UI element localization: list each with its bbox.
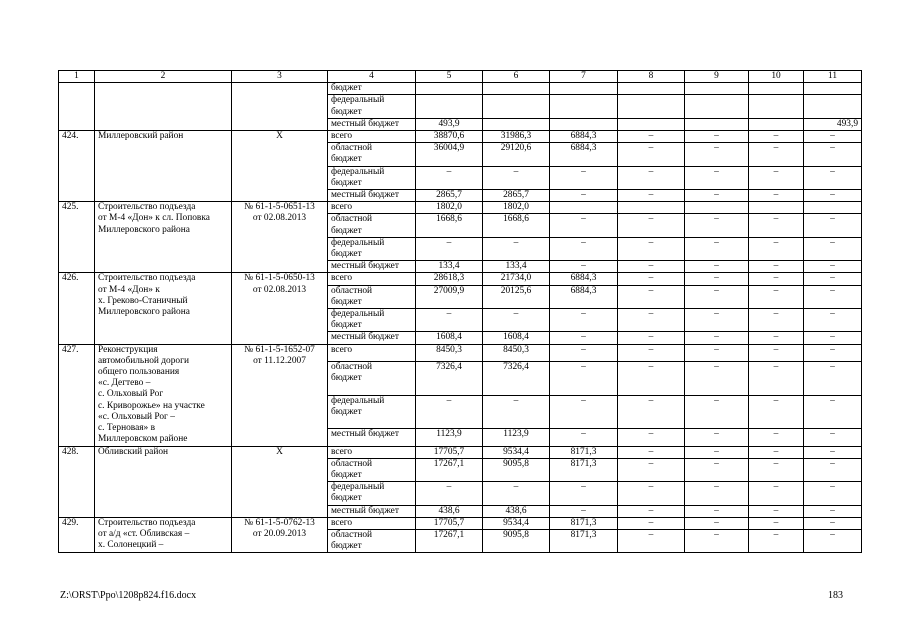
value-cell: – bbox=[618, 332, 685, 344]
value-cell: – bbox=[618, 458, 685, 481]
value-cell: – bbox=[550, 261, 618, 273]
value-cell: – bbox=[749, 362, 804, 395]
cell-line: с. Терновая» в bbox=[98, 423, 156, 434]
value-cell: 7326,4 bbox=[416, 362, 483, 395]
budget-type bbox=[328, 482, 416, 505]
budget-type: местный бюджет bbox=[328, 505, 416, 517]
column-header: 4 bbox=[328, 71, 416, 83]
value-cell: – bbox=[804, 517, 862, 529]
cell-line: федеральный bbox=[331, 309, 385, 320]
value-cell: – bbox=[749, 332, 804, 344]
value-cell: – bbox=[685, 214, 749, 237]
value-cell: – bbox=[804, 143, 862, 166]
value-cell: 8450,3 bbox=[416, 344, 483, 361]
cell-line: Миллеровского района bbox=[98, 224, 190, 235]
value-cell: – bbox=[685, 131, 749, 143]
value-cell: 17267,1 bbox=[416, 529, 483, 552]
value-cell: 1668,6 bbox=[416, 214, 483, 237]
cell-line: от 02.08.2013 bbox=[252, 213, 307, 224]
value-cell: 1802,0 bbox=[416, 202, 483, 214]
value-cell: 9534,4 bbox=[483, 517, 550, 529]
value-cell bbox=[685, 83, 749, 95]
value-cell: – bbox=[804, 429, 862, 446]
cell-line: «с. Дегтево – bbox=[98, 378, 151, 389]
value-cell: – bbox=[618, 429, 685, 446]
cell-line: бюджет bbox=[331, 320, 362, 331]
budget-type: всего bbox=[328, 131, 416, 143]
object-name bbox=[95, 344, 232, 446]
value-cell: – bbox=[416, 482, 483, 505]
value-cell bbox=[416, 83, 483, 95]
value-cell: 1123,9 bbox=[416, 429, 483, 446]
value-cell: – bbox=[804, 285, 862, 308]
value-cell: – bbox=[483, 237, 550, 260]
value-cell: – bbox=[685, 190, 749, 202]
value-cell: – bbox=[685, 143, 749, 166]
cell-line: областной bbox=[331, 529, 373, 540]
value-cell bbox=[618, 202, 685, 214]
value-cell: – bbox=[685, 446, 749, 458]
value-cell: 7326,4 bbox=[483, 362, 550, 395]
value-cell: – bbox=[804, 458, 862, 481]
table-row bbox=[59, 273, 862, 285]
value-cell bbox=[416, 95, 483, 118]
budget-type bbox=[328, 237, 416, 260]
value-cell: – bbox=[685, 309, 749, 332]
budget-type bbox=[328, 143, 416, 166]
value-cell: – bbox=[749, 131, 804, 143]
value-cell: 8171,3 bbox=[550, 529, 618, 552]
value-cell: – bbox=[483, 482, 550, 505]
budget-type: местный бюджет bbox=[328, 429, 416, 446]
value-cell: – bbox=[618, 446, 685, 458]
value-cell: – bbox=[804, 446, 862, 458]
value-cell: 493,9 bbox=[416, 118, 483, 130]
budget-type bbox=[328, 95, 416, 118]
value-cell bbox=[749, 95, 804, 118]
budget-type: бюджет bbox=[328, 83, 416, 95]
column-header: 9 bbox=[685, 71, 749, 83]
value-cell: – bbox=[749, 529, 804, 552]
budget-type bbox=[328, 458, 416, 481]
budget-type: всего bbox=[328, 344, 416, 361]
column-header: 3 bbox=[232, 71, 328, 83]
value-cell: – bbox=[749, 517, 804, 529]
value-cell bbox=[483, 83, 550, 95]
value-cell: 9095,8 bbox=[483, 529, 550, 552]
value-cell: 20125,6 bbox=[483, 285, 550, 308]
value-cell: 6884,3 bbox=[550, 285, 618, 308]
value-cell: 1608,4 bbox=[416, 332, 483, 344]
budget-type bbox=[328, 362, 416, 395]
column-header: 6 bbox=[483, 71, 550, 83]
cell-line: бюджет bbox=[331, 373, 362, 384]
value-cell: – bbox=[804, 332, 862, 344]
value-cell: – bbox=[804, 309, 862, 332]
object-name bbox=[95, 83, 232, 131]
table-row bbox=[59, 131, 862, 143]
object-name bbox=[95, 517, 232, 553]
cell-line: Строительство подъезда bbox=[98, 517, 196, 528]
value-cell: – bbox=[550, 344, 618, 361]
value-cell: – bbox=[804, 261, 862, 273]
value-cell: 8450,3 bbox=[483, 344, 550, 361]
cell-line: Строительство подъезда bbox=[98, 202, 196, 213]
value-cell: – bbox=[416, 395, 483, 428]
budget-type: местный бюджет bbox=[328, 332, 416, 344]
value-cell: – bbox=[749, 395, 804, 428]
cell-line: № 61-1-5-0651-13 bbox=[244, 202, 315, 213]
value-cell: 27009,9 bbox=[416, 285, 483, 308]
cell-line: бюджет bbox=[331, 296, 362, 307]
budget-type bbox=[328, 285, 416, 308]
value-cell: 28618,3 bbox=[416, 273, 483, 285]
value-cell: – bbox=[749, 143, 804, 166]
table-row bbox=[59, 517, 862, 529]
table-row bbox=[59, 446, 862, 458]
value-cell: – bbox=[618, 344, 685, 361]
file-path: Z:\ORST\Ppo\1208p824.f16.docx bbox=[60, 590, 197, 601]
cell-line: х. Греково-Станичный bbox=[98, 295, 188, 306]
value-cell: – bbox=[416, 237, 483, 260]
value-cell: – bbox=[804, 273, 862, 285]
cell-line: № 61-1-5-0650-13 bbox=[244, 273, 315, 284]
value-cell bbox=[550, 202, 618, 214]
value-cell: – bbox=[416, 166, 483, 189]
value-cell: – bbox=[685, 285, 749, 308]
value-cell: 438,6 bbox=[483, 505, 550, 517]
value-cell: – bbox=[618, 143, 685, 166]
header-row bbox=[59, 71, 862, 83]
cell-line: федеральный bbox=[331, 237, 385, 248]
value-cell: – bbox=[749, 505, 804, 517]
budget-type: местный бюджет bbox=[328, 118, 416, 130]
value-cell bbox=[550, 118, 618, 130]
budget-type bbox=[328, 529, 416, 552]
value-cell: 1123,9 bbox=[483, 429, 550, 446]
value-cell: – bbox=[685, 517, 749, 529]
object-name bbox=[95, 273, 232, 344]
cell-line: областной bbox=[331, 362, 373, 373]
value-cell: 6884,3 bbox=[550, 273, 618, 285]
row-number bbox=[59, 83, 95, 131]
value-cell: – bbox=[618, 237, 685, 260]
value-cell: 1668,6 bbox=[483, 214, 550, 237]
value-cell: – bbox=[618, 362, 685, 395]
value-cell bbox=[749, 118, 804, 130]
value-cell bbox=[804, 202, 862, 214]
cell-line: общего пользования bbox=[98, 367, 180, 378]
cell-line: автомобильной дороги bbox=[98, 355, 189, 366]
budget-type: местный бюджет bbox=[328, 190, 416, 202]
value-cell: – bbox=[749, 429, 804, 446]
value-cell: – bbox=[685, 362, 749, 395]
value-cell: 17267,1 bbox=[416, 458, 483, 481]
document-number bbox=[232, 202, 328, 273]
value-cell: – bbox=[550, 482, 618, 505]
value-cell: – bbox=[804, 166, 862, 189]
document-number bbox=[232, 517, 328, 553]
value-cell: 31986,3 bbox=[483, 131, 550, 143]
cell-line: Строительство подъезда bbox=[98, 273, 196, 284]
value-cell: 2865,7 bbox=[416, 190, 483, 202]
row-number: 427. bbox=[59, 344, 95, 446]
value-cell: 1608,4 bbox=[483, 332, 550, 344]
value-cell: – bbox=[618, 529, 685, 552]
value-cell: – bbox=[685, 344, 749, 361]
value-cell: – bbox=[804, 505, 862, 517]
value-cell: – bbox=[749, 273, 804, 285]
value-cell: – bbox=[550, 429, 618, 446]
value-cell: – bbox=[483, 309, 550, 332]
value-cell bbox=[483, 95, 550, 118]
table-row bbox=[59, 344, 862, 361]
value-cell: 17705,7 bbox=[416, 517, 483, 529]
budget-table bbox=[58, 70, 862, 553]
value-cell: – bbox=[749, 166, 804, 189]
value-cell: 29120,6 bbox=[483, 143, 550, 166]
cell-line: областной bbox=[331, 214, 373, 225]
value-cell: – bbox=[804, 395, 862, 428]
value-cell: – bbox=[416, 309, 483, 332]
value-cell: – bbox=[483, 166, 550, 189]
value-cell: – bbox=[685, 261, 749, 273]
row-number: 424. bbox=[59, 131, 95, 202]
value-cell: – bbox=[550, 309, 618, 332]
value-cell: – bbox=[749, 214, 804, 237]
value-cell: – bbox=[550, 332, 618, 344]
cell-line: федеральный bbox=[331, 482, 385, 493]
cell-line: от а/д «ст. Обливская – bbox=[98, 528, 190, 539]
row-number: 429. bbox=[59, 517, 95, 553]
value-cell: – bbox=[550, 214, 618, 237]
document-number bbox=[232, 273, 328, 344]
cell-line: с. Криворожье» на участке bbox=[98, 400, 205, 411]
value-cell: – bbox=[804, 190, 862, 202]
value-cell: 6884,3 bbox=[550, 131, 618, 143]
cell-line: Реконструкция bbox=[98, 344, 158, 355]
value-cell: 438,6 bbox=[416, 505, 483, 517]
cell-line: федеральный bbox=[331, 395, 385, 406]
value-cell: 2865,7 bbox=[483, 190, 550, 202]
table-row bbox=[59, 83, 862, 95]
value-cell: – bbox=[483, 395, 550, 428]
cell-line: бюджет bbox=[331, 249, 362, 260]
column-header: 8 bbox=[618, 71, 685, 83]
value-cell: – bbox=[749, 237, 804, 260]
cell-line: от 02.08.2013 bbox=[252, 284, 307, 295]
cell-line: бюджет bbox=[331, 154, 362, 165]
document-number: Х bbox=[232, 446, 328, 517]
column-header: 10 bbox=[749, 71, 804, 83]
value-cell: – bbox=[804, 482, 862, 505]
value-cell: – bbox=[618, 395, 685, 428]
value-cell: – bbox=[749, 261, 804, 273]
value-cell: – bbox=[618, 166, 685, 189]
value-cell: 38870,6 bbox=[416, 131, 483, 143]
cell-line: от 20.09.2013 bbox=[252, 528, 307, 539]
budget-type: всего bbox=[328, 202, 416, 214]
cell-line: № 61-1-5-1652-07 bbox=[244, 344, 315, 355]
object-name bbox=[95, 202, 232, 273]
value-cell: – bbox=[804, 214, 862, 237]
row-number: 426. bbox=[59, 273, 95, 344]
value-cell: – bbox=[618, 517, 685, 529]
cell-line: федеральный bbox=[331, 95, 385, 106]
value-cell: – bbox=[749, 446, 804, 458]
value-cell: 9534,4 bbox=[483, 446, 550, 458]
value-cell: – bbox=[749, 190, 804, 202]
value-cell bbox=[749, 83, 804, 95]
value-cell: – bbox=[685, 429, 749, 446]
value-cell: – bbox=[804, 237, 862, 260]
value-cell: – bbox=[550, 237, 618, 260]
value-cell: – bbox=[685, 237, 749, 260]
cell-line: областной bbox=[331, 458, 373, 469]
value-cell: – bbox=[685, 273, 749, 285]
cell-line: № 61-1-5-0762-13 bbox=[244, 517, 315, 528]
value-cell: 9095,8 bbox=[483, 458, 550, 481]
value-cell: – bbox=[749, 482, 804, 505]
value-cell: 17705,7 bbox=[416, 446, 483, 458]
page-number: 183 bbox=[828, 590, 843, 601]
budget-type bbox=[328, 395, 416, 428]
value-cell bbox=[483, 118, 550, 130]
value-cell: – bbox=[804, 362, 862, 395]
object-name: Обливский район bbox=[95, 446, 232, 517]
value-cell: – bbox=[749, 285, 804, 308]
value-cell bbox=[749, 202, 804, 214]
budget-type bbox=[328, 214, 416, 237]
value-cell: – bbox=[749, 458, 804, 481]
value-cell: – bbox=[685, 395, 749, 428]
cell-line: бюджет bbox=[331, 469, 362, 480]
value-cell: 133,4 bbox=[416, 261, 483, 273]
budget-type: всего bbox=[328, 446, 416, 458]
value-cell bbox=[618, 95, 685, 118]
document-number bbox=[232, 83, 328, 131]
value-cell: – bbox=[550, 190, 618, 202]
value-cell bbox=[685, 202, 749, 214]
cell-line: областной bbox=[331, 285, 373, 296]
value-cell: – bbox=[618, 190, 685, 202]
cell-line: с. Ольховый Рог bbox=[98, 389, 164, 400]
value-cell bbox=[685, 118, 749, 130]
value-cell: – bbox=[804, 529, 862, 552]
value-cell: 6884,3 bbox=[550, 143, 618, 166]
value-cell: – bbox=[618, 285, 685, 308]
value-cell bbox=[804, 83, 862, 95]
value-cell: – bbox=[618, 261, 685, 273]
value-cell: – bbox=[550, 166, 618, 189]
value-cell: – bbox=[618, 482, 685, 505]
cell-line: от М-4 «Дон» к bbox=[98, 284, 160, 295]
column-header: 7 bbox=[550, 71, 618, 83]
row-number: 428. bbox=[59, 446, 95, 517]
value-cell: 8171,3 bbox=[550, 458, 618, 481]
column-header: 1 bbox=[59, 71, 95, 83]
value-cell: – bbox=[550, 505, 618, 517]
value-cell: – bbox=[618, 505, 685, 517]
column-header: 5 bbox=[416, 71, 483, 83]
value-cell bbox=[618, 118, 685, 130]
cell-line: Миллеровском районе bbox=[98, 434, 188, 445]
value-cell: 493,9 bbox=[804, 118, 862, 130]
budget-type: всего bbox=[328, 517, 416, 529]
value-cell: – bbox=[618, 131, 685, 143]
value-cell: 133,4 bbox=[483, 261, 550, 273]
cell-line: от М-4 «Дон» к сл. Поповка bbox=[98, 213, 210, 224]
value-cell bbox=[804, 95, 862, 118]
cell-line: «с. Ольховый Рог – bbox=[98, 411, 175, 422]
value-cell bbox=[550, 95, 618, 118]
document-number: Х bbox=[232, 131, 328, 202]
object-name: Миллеровский район bbox=[95, 131, 232, 202]
cell-line: федеральный bbox=[331, 166, 385, 177]
value-cell: – bbox=[685, 505, 749, 517]
value-cell: – bbox=[685, 332, 749, 344]
cell-line: бюджет bbox=[331, 225, 362, 236]
cell-line: бюджет bbox=[331, 106, 362, 117]
row-number: 425. bbox=[59, 202, 95, 273]
cell-line: от 11.12.2007 bbox=[253, 355, 306, 366]
cell-line: бюджет bbox=[331, 406, 362, 417]
value-cell: – bbox=[618, 214, 685, 237]
cell-line: Миллеровского района bbox=[98, 307, 190, 318]
column-header: 2 bbox=[95, 71, 232, 83]
budget-type: местный бюджет bbox=[328, 261, 416, 273]
cell-line: бюджет bbox=[331, 541, 362, 552]
value-cell: – bbox=[685, 529, 749, 552]
value-cell bbox=[618, 83, 685, 95]
value-cell: – bbox=[618, 273, 685, 285]
value-cell: – bbox=[550, 395, 618, 428]
cell-line: бюджет bbox=[331, 493, 362, 504]
table-row bbox=[59, 202, 862, 214]
value-cell: – bbox=[749, 344, 804, 361]
value-cell: – bbox=[749, 309, 804, 332]
budget-type bbox=[328, 166, 416, 189]
value-cell: – bbox=[685, 482, 749, 505]
value-cell bbox=[550, 83, 618, 95]
value-cell bbox=[685, 95, 749, 118]
value-cell: – bbox=[804, 344, 862, 361]
cell-line: х. Солонецкий – bbox=[98, 540, 164, 551]
value-cell: – bbox=[550, 362, 618, 395]
value-cell: 21734,0 bbox=[483, 273, 550, 285]
value-cell: 1802,0 bbox=[483, 202, 550, 214]
cell-line: областной bbox=[331, 143, 373, 154]
budget-type: всего bbox=[328, 273, 416, 285]
value-cell: 36004,9 bbox=[416, 143, 483, 166]
value-cell: – bbox=[804, 131, 862, 143]
value-cell: – bbox=[685, 458, 749, 481]
value-cell: – bbox=[618, 309, 685, 332]
value-cell: 8171,3 bbox=[550, 446, 618, 458]
column-header: 11 bbox=[804, 71, 862, 83]
value-cell: 8171,3 bbox=[550, 517, 618, 529]
cell-line: бюджет bbox=[331, 177, 362, 188]
value-cell: – bbox=[685, 166, 749, 189]
budget-type bbox=[328, 309, 416, 332]
document-number bbox=[232, 344, 328, 446]
